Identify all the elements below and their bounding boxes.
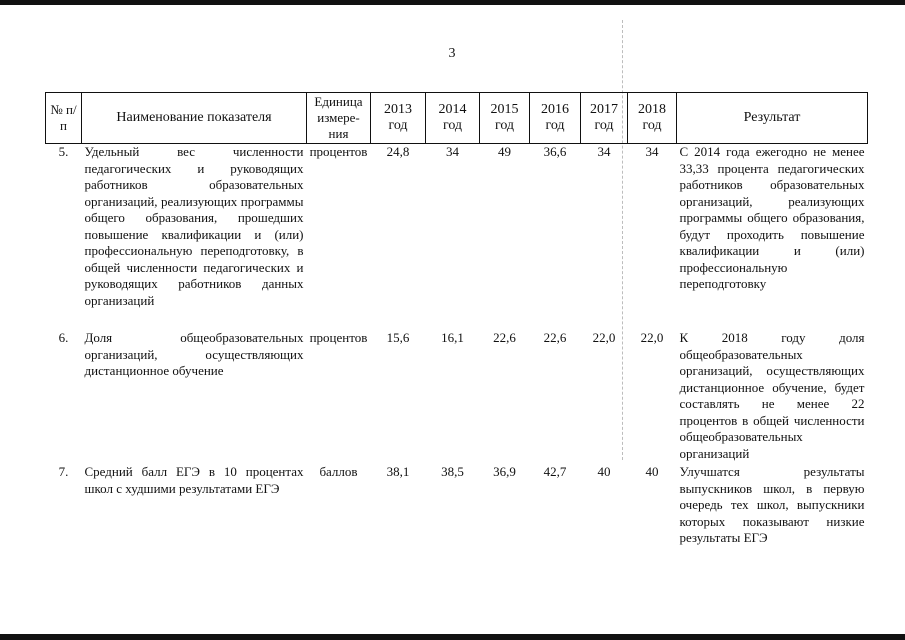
scan-edge-top bbox=[0, 0, 905, 5]
page-number: 3 bbox=[448, 46, 456, 61]
indicator-unit: баллов bbox=[319, 464, 358, 479]
value-2013: 15,6 bbox=[386, 330, 410, 345]
value-2017: 34 bbox=[597, 144, 611, 159]
value-2016: 42,7 bbox=[543, 464, 567, 479]
value-2018: 40 bbox=[645, 464, 659, 479]
table-row bbox=[46, 144, 868, 331]
indicator-name: Удельный вес численности педагогических и руководящих работников образовательных организаций, реализующих программы общего образования, прошедших повышение квалификации и (или) профессиональную переподготовку, в общей численности педагогических и руководящих работников данных организаций bbox=[84, 144, 304, 308]
header-2015: 2015 год bbox=[480, 93, 530, 144]
header-unit: Единица измере-ния bbox=[307, 93, 371, 144]
value-2013: 24,8 bbox=[386, 144, 410, 159]
indicators-table bbox=[45, 92, 868, 547]
row-num: 7. bbox=[58, 464, 69, 479]
row-num: 5. bbox=[58, 144, 69, 159]
value-2016: 36,6 bbox=[543, 144, 567, 159]
row-num: 6. bbox=[58, 330, 69, 345]
value-2015: 22,6 bbox=[493, 330, 516, 345]
indicator-result: Улучшатся результаты выпускников школ, в первую очередь тех школ, выпускники которых показывают низкие результаты ЕГЭ bbox=[679, 464, 865, 545]
indicator-result: К 2018 году доля общеобразовательных организаций, осуществляющих дистанционное обучение, будет составлять не менее 22 процентов в общей численности общеобразовательных организаций bbox=[679, 330, 865, 461]
table-row bbox=[46, 464, 868, 547]
header-2013: 2013 год bbox=[371, 93, 426, 144]
header-num: № п/п bbox=[46, 93, 82, 144]
table-row bbox=[46, 330, 868, 464]
value-2018: 22,0 bbox=[640, 330, 664, 345]
header-2017: 2017 год bbox=[581, 93, 628, 144]
value-2014: 38,5 bbox=[441, 464, 464, 479]
header-2018: 2018 год bbox=[628, 93, 677, 144]
indicator-unit: процентов bbox=[309, 144, 368, 159]
value-2017: 40 bbox=[597, 464, 611, 479]
header-result: Результат bbox=[677, 93, 868, 144]
value-2014: 16,1 bbox=[441, 330, 464, 345]
indicator-result: С 2014 года ежегодно не менее 33,33 процента педагогических работников образовательных организаций, реализующих программы общего образования, будут проходить повышение квалификации и (или) профессиональную переподготовку bbox=[679, 144, 865, 291]
value-2016: 22,6 bbox=[543, 330, 567, 345]
header-2016: 2016 год bbox=[530, 93, 581, 144]
value-2018: 34 bbox=[645, 144, 659, 159]
scan-edge-bottom bbox=[0, 634, 905, 640]
indicator-unit: процентов bbox=[309, 330, 368, 345]
value-2013: 38,1 bbox=[386, 464, 410, 479]
table-header-row bbox=[46, 93, 868, 144]
value-2015: 36,9 bbox=[493, 464, 516, 479]
value-2015: 49 bbox=[498, 144, 511, 159]
indicator-name: Средний балл ЕГЭ в 10 процентах школ с худшими результатами ЕГЭ bbox=[84, 464, 304, 496]
value-2017: 22,0 bbox=[592, 330, 616, 345]
value-2014: 34 bbox=[446, 144, 459, 159]
header-name: Наименование показателя bbox=[82, 93, 307, 144]
indicator-name: Доля общеобразовательных организаций, осуществляющих дистанционное обучение bbox=[84, 330, 304, 378]
header-2014: 2014 год bbox=[426, 93, 480, 144]
